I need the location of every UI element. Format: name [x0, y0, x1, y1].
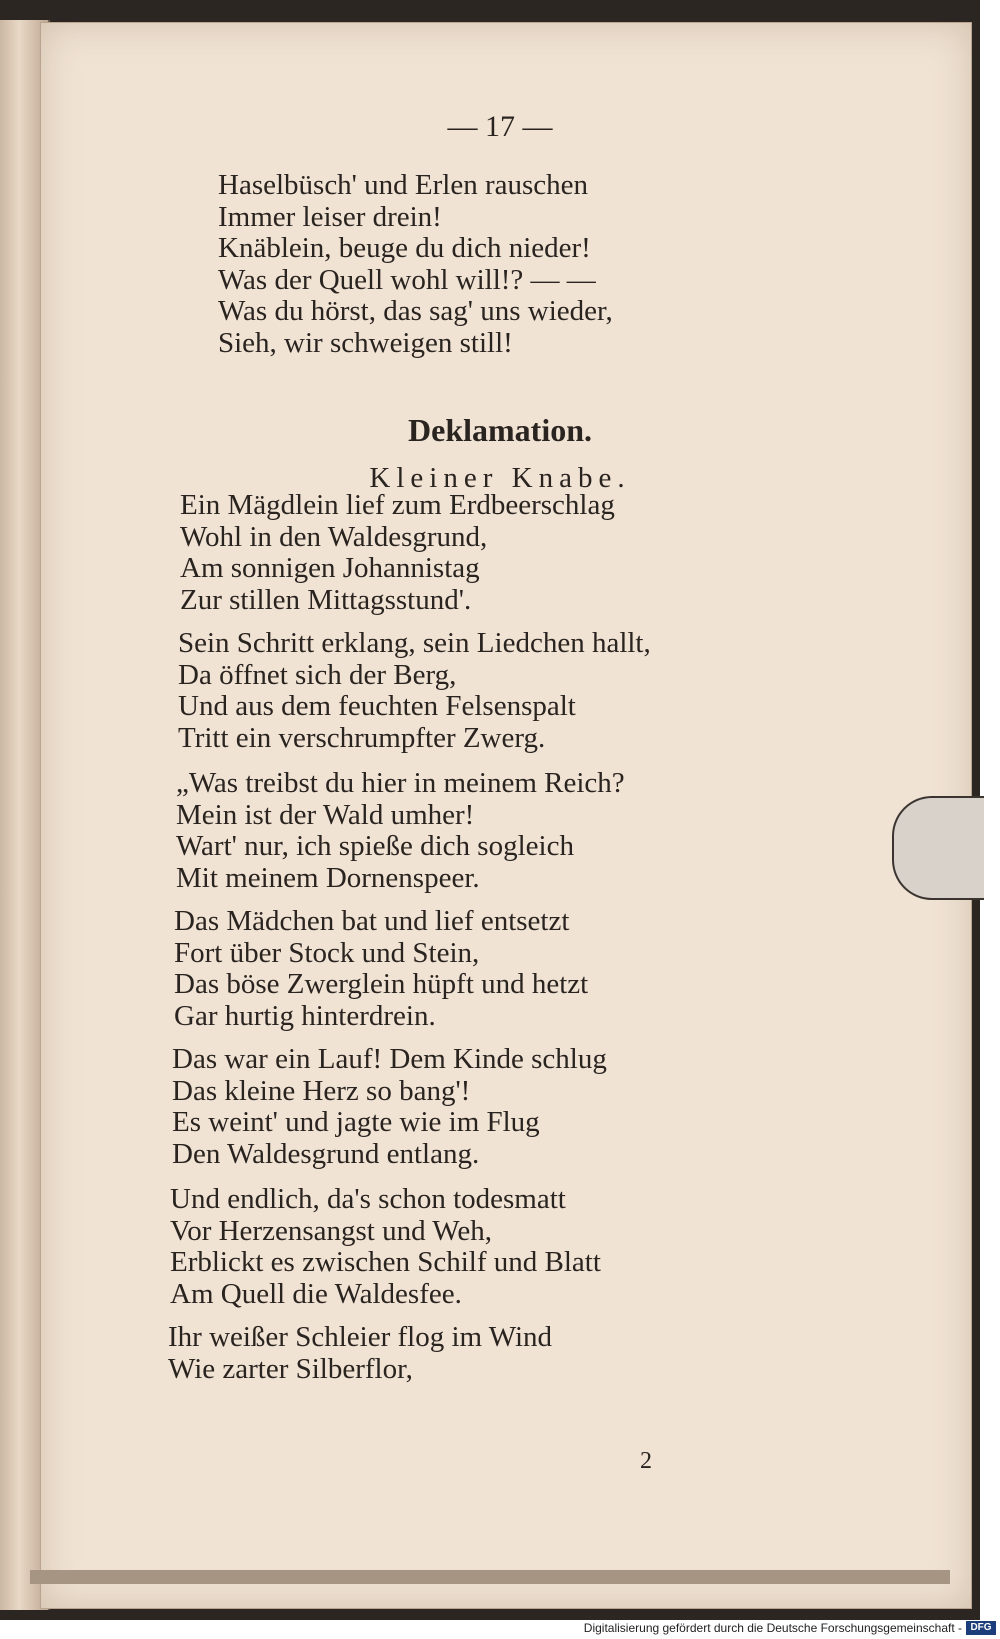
poem-line: Am sonnigen Johannistag [180, 552, 480, 584]
section-subtitle: Kleiner Knabe. [369, 462, 631, 494]
page-bottom-edge [30, 1570, 950, 1584]
page-number: — 17 — [447, 110, 553, 143]
stanza [168, 1322, 552, 1385]
stanza [180, 490, 615, 616]
poem-line: Haselbüsch' und Erlen rauschen [218, 169, 589, 201]
intro-stanza [218, 170, 613, 359]
signature-mark: 2 [640, 1448, 652, 1474]
poem-line: Sieh, wir schweigen still! [218, 326, 513, 359]
stanza [172, 1044, 607, 1170]
poem-line: Das kleine Herz so bang'! [172, 1074, 471, 1107]
stanza [174, 906, 588, 1032]
poem-line: Wart' nur, ich spieße dich sogleich [176, 830, 574, 862]
poem-line: Am Quell die Waldesfee. [170, 1277, 462, 1310]
poem-line: Den Waldesgrund entlang. [172, 1137, 480, 1170]
poem-line: Vor Herzensangst und Weh, [170, 1214, 492, 1247]
page-tab-marker [892, 796, 984, 900]
poem-line: Und endlich, da's schon todesmatt [170, 1183, 566, 1215]
poem-line: Ein Mägdlein lief zum Erdbeerschlag [180, 489, 615, 521]
poem-line: Sein Schritt erklang, sein Liedchen hallt, [178, 627, 651, 659]
footer-credit: Digitalisierung gefördert durch die Deutsche Forschungsgemeinschaft - [583, 1621, 962, 1635]
poem-line: Fort über Stock und Stein, [174, 936, 480, 969]
poem-line: „Was treibst du hier in meinem Reich? [176, 767, 625, 799]
stanza [170, 1184, 601, 1310]
poem-line: Das böse Zwerglein hüpft und hetzt [174, 968, 589, 1000]
poem-line: Das war ein Lauf! Dem Kinde schlug [172, 1043, 607, 1075]
poem-line: Ihr weißer Schleier flog im Wind [168, 1321, 553, 1353]
poem-line: Knäblein, beuge du dich nieder! [218, 232, 591, 264]
poem-line: Und aus dem feuchten Felsenspalt [178, 690, 576, 722]
poem-line: Was der Quell wohl will!? — — [218, 263, 596, 296]
poem-line: Zur stillen Mittagsstund'. [180, 583, 472, 616]
section-title: Deklamation. [408, 412, 592, 448]
poem-line: Mit meinem Dornenspeer. [176, 861, 480, 894]
poem-line: Das Mädchen bat und lief entsetzt [174, 905, 570, 937]
poem-line: Mein ist der Wald umher! [176, 798, 475, 831]
stanza [176, 768, 625, 894]
poem-line: Erblickt es zwischen Schilf und Blatt [170, 1246, 601, 1278]
poem-line: Was du hörst, das sag' uns wieder, [218, 295, 613, 327]
stanza [178, 628, 651, 754]
poem-line: Immer leiser drein! [218, 200, 442, 233]
dfg-logo: DFG [966, 1621, 996, 1635]
poem-line: Wohl in den Waldesgrund, [180, 520, 488, 553]
poem-line: Gar hurtig hinterdrein. [174, 999, 436, 1032]
poem-line: Tritt ein verschrumpfter Zwerg. [178, 721, 546, 754]
poem-line: Da öffnet sich der Berg, [178, 658, 457, 691]
poem-line: Es weint' und jagte wie im Flug [172, 1106, 540, 1138]
poem-line: Wie zarter Silberflor, [168, 1352, 413, 1385]
